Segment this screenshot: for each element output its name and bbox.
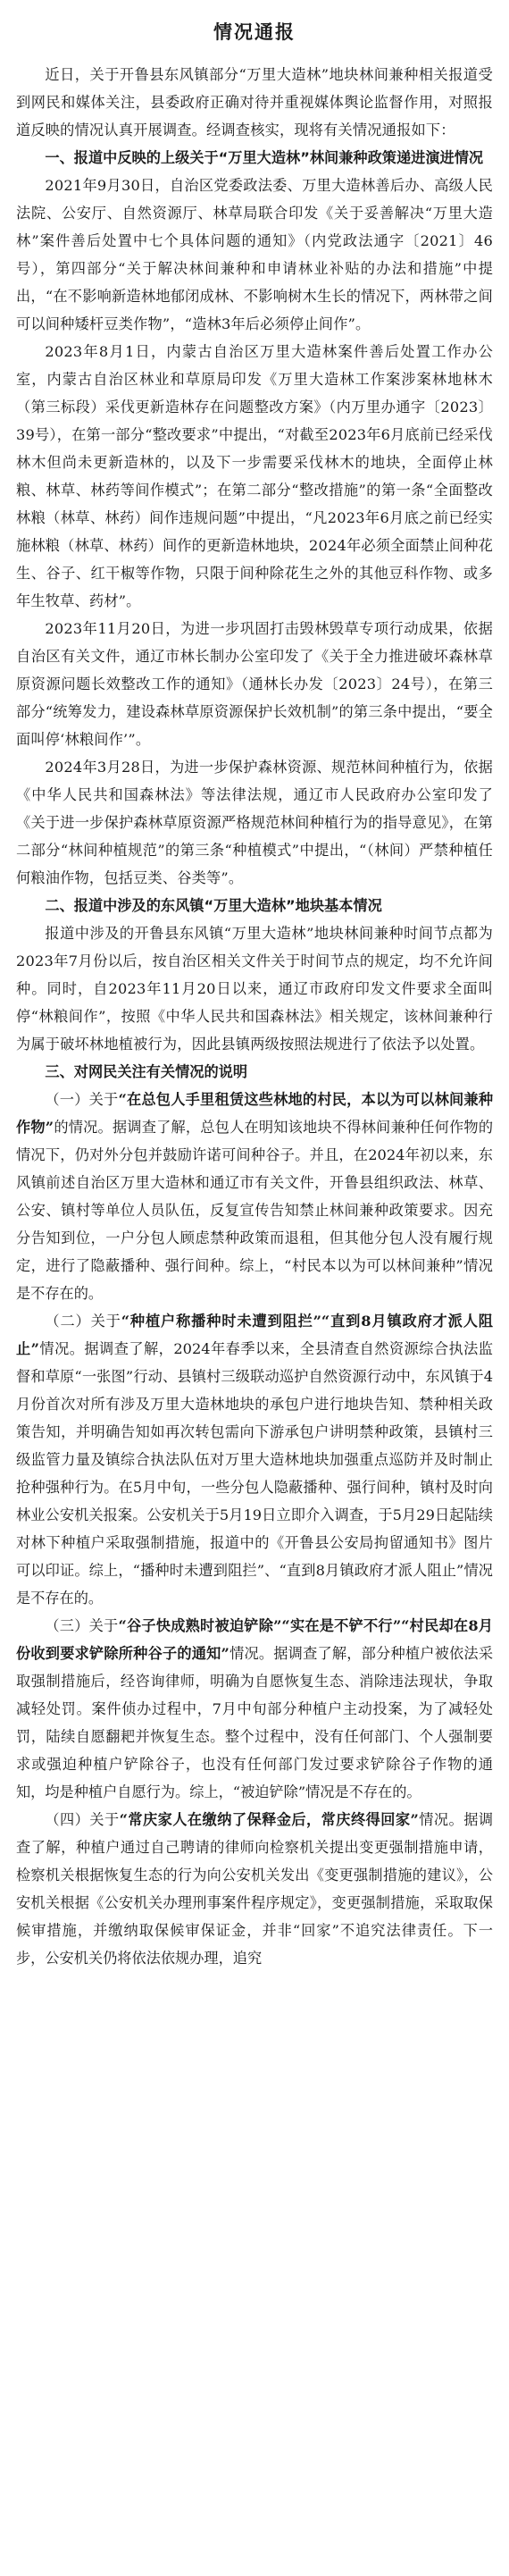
subsection-label: （三）关于 (45, 1617, 119, 1634)
subsection-quote: “种植户称播种时未遭到阻拦”“直到8月镇政府才派人阻止” (16, 1313, 493, 1357)
section-1-heading: 一、报道中反映的上级关于“万里大造林”林间兼种政策递进演进情况 (45, 149, 484, 166)
subsection-body: 据调查了解，种植户通过自己聘请的律师向检察机关提出变更强制措施申请，检察机关根据恢复生态的行为向公安机关发出《变更强制措施的建议》，公安机关根据《公安机关办理刑事案件程序规定》，变更强制措施，采取取保候审措施，并缴纳取保候审保证金，并非“回家”不追究法律责任。下一步，公安机关仍将依法依规办理，追究 (16, 1811, 494, 1967)
subsection-4 (16, 1806, 493, 1972)
subsection-tail: 情况。 (38, 1340, 85, 1357)
subsection-body: 据调查了解，2024年春季以来，全县清查自然资源综合执法监督和草原“一张图”行动、县镇村三级联动巡护自然资源行动中，东风镇于4月份首次对所有涉及万里大造林地块的承包户进行地块告知、禁种相关政策告知，并明确告知如再次转包需向下游承包户讲明禁种政策，县镇村三级监管力量及镇综合执法队伍对万里大造林地块加强重点巡防并及时制止抢种强种行为。在5月中旬，一些分包人隐蔽播种、强行间种，镇村及时向林业公安机关报案。公安机关于5月19日立即介入调查，于5月29日起陆续对林下种植户采取强制措施，报道中的《开鲁县公安局拘留通知书》图片可以印证。综上，“播种时未遭到阻拦”、“直到8月镇政府才派人阻止”情况是不存在的。 (16, 1340, 493, 1607)
section-3-heading: 三、对网民关注有关情况的说明 (45, 1063, 248, 1080)
subsection-body: 据调查了解，总包人在明知该地块不得林间兼种任何作物的情况下，仍对外分包并鼓励许诺可间种谷子。并且，在2024年初以来，东风镇前述自治区万里大造林和通辽市有关文件，开鲁县组织政法、林草、公安、镇村等单位人员队伍，反复宣传告知禁止林间兼种政策要求。因充分告知到位，一户分包人顾虑禁种政策而退租，但其他分包人没有履行规定，进行了隐蔽播种、强行间种。综上，“村民本以为可以林间兼种”情况是不存在的。 (16, 1119, 494, 1302)
page-title: 情况通报 (213, 21, 296, 43)
subsection-tail: 情况。 (418, 1811, 464, 1828)
subsection-quote: “在总包人手里租赁这些林地的村民，本以为可以林间兼种作物” (16, 1091, 494, 1136)
subsection-tail: 的情况。 (54, 1119, 113, 1136)
section-2-paragraph: 报道中涉及的开鲁县东风镇“万里大造林”地块林间兼种时间节点都为2023年7月份以后，按自治区相关文件关于时间节点的规定，均不允许间种。同时，自2023年11月20日以来，通辽市政府印发文件要求全面叫停“林粮间作”，按照《中华人民共和国森林法》相关规定，该林间兼种行为属于破坏林地植被行为，因此县镇两级按照法规进行了依法予以处置。 (16, 925, 493, 1053)
section-1-paragraph: 2023年11月20日，为进一步巩固打击毁林毁草专项行动成果，依据自治区有关文件，通辽市林长制办公室印发了《关于全力推进破坏森林草原资源问题长效整改工作的通知》（通林长办发〔2023〕24号），在第三部分“统筹发力，建设森林草原资源保护长效机制”的第三条中提出，“要全面叫停‘林粮间作’”。 (16, 620, 493, 748)
subsection-label: （四）关于 (45, 1811, 120, 1828)
subsection-1 (16, 1086, 493, 1307)
subsection-2 (16, 1307, 493, 1612)
subsection-3 (16, 1612, 493, 1806)
subsection-label: （二）关于 (45, 1313, 121, 1330)
intro-paragraph: 近日，关于开鲁县东风镇部分“万里大造林”地块林间兼种相关报道受到网民和媒体关注，县委政府正确对待并重视媒体舆论监督作用，对照报道反映的情况认真开展调查。经调查核实，现将有关情况通报如下： (16, 66, 493, 138)
section-2-heading: 二、报道中涉及的东风镇“万里大造林”地块基本情况 (45, 897, 382, 914)
section-1-paragraph: 2023年8月1日，内蒙古自治区万里大造林案件善后处置工作办公室，内蒙古自治区林业和草原局印发《万里大造林工作案涉案林地林木（第三标段）采伐更新造林存在问题整改方案》（内万里办通字〔2023〕39号），在第一部分“整改要求”中提出，“对截至2023年6月底前已经采伐林木但尚未更新造林的，以及下一步需要采伐林木的地块，全面停止林粮、林草、林药等间作模式”；在第二部分“整改措施”的第一条“全面整改林粮（林草、林药）间作违规问题”中提出，“凡2023年6月底之前已经实施林粮（林草、林药）间作的更新造林地块，2024年必须全面禁止间种花生、谷子、红干椒等作物，只限于间种除花生之外的其他豆科作物、或多年生牧草、药材”。 (16, 343, 493, 609)
subsection-quote: “谷子快成熟时被迫铲除”“实在是不铲不行”“村民却在8月份收到要求铲除所种谷子的通知” (16, 1617, 493, 1662)
subsection-body: 据调查了解，部分种植户被依法采取强制措施后，经咨询律师，明确为自愿恢复生态、消除违法现状，争取减轻处罚。案件侦办过程中，7月中旬部分种植户主动投案，为了减轻处罚，陆续自愿翻耙并恢复生态。整个过程中，没有任何部门、个人强制要求或强迫种植户铲除谷子，也没有任何部门发过要求铲除谷子作物的通知，均是种植户自愿行为。综上，“被迫铲除”情况是不存在的。 (16, 1645, 494, 1800)
subsection-tail: 情况。 (229, 1645, 274, 1662)
subsection-label: （一）关于 (45, 1091, 119, 1108)
section-1-paragraph: 2021年9月30日，自治区党委政法委、万里大造林善后办、高级人民法院、公安厅、自然资源厅、林草局联合印发《关于妥善解决“万里大造林”案件善后处置中七个具体问题的通知》（内党政法通字〔2021〕46号），第四部分“关于解决林间兼种和申请林业补贴的办法和措施”中提出，“在不影响新造林地郁闭成林、不影响树木生长的情况下，两林带之间可以间种矮杆豆类作物”，“造林3年后必须停止间作”。 (16, 177, 493, 332)
section-1-paragraph: 2024年3月28日，为进一步保护森林资源、规范林间种植行为，依据《中华人民共和国森林法》等法律法规，通辽市人民政府办公室印发了《关于进一步保护森林草原资源严格规范林间种植行为的指导意见》，在第二部分“林间种植规范”的第三条“种植模式”中提出，“（林间）严禁种植任何粮油作物，包括豆类、谷类等”。 (16, 759, 493, 886)
subsection-quote: “常庆家人在缴纳了保释金后，常庆终得回家” (119, 1811, 419, 1828)
